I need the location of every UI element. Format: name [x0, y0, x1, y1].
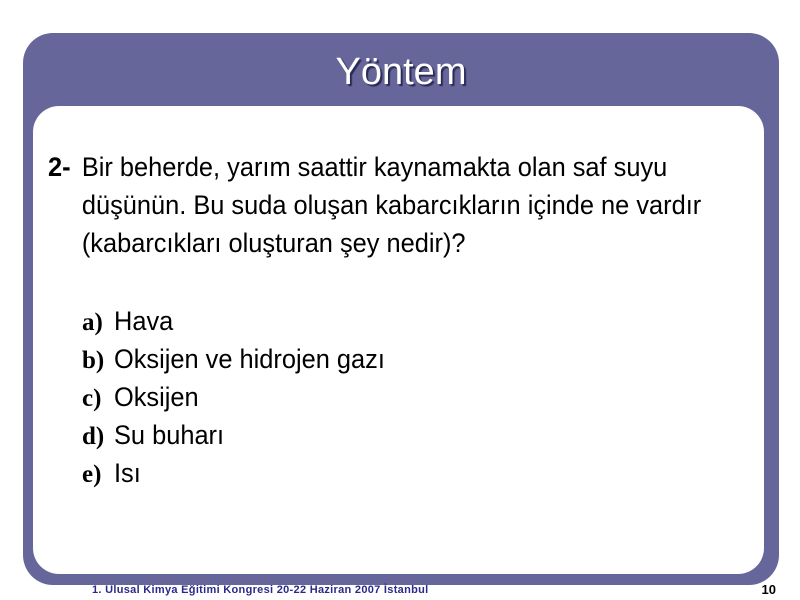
option-c-text: Oksijen — [114, 382, 199, 412]
option-c-letter: c) — [82, 385, 102, 412]
question-line-1: Bir beherde, yarım saattir kaynamakta olan saf suyu — [81, 152, 668, 182]
page-number: 10 — [761, 582, 776, 597]
option-b-letter: b) — [82, 347, 105, 374]
option-d — [82, 416, 231, 454]
option-e-letter: e) — [82, 461, 102, 488]
footer-conference: 1. Ulusal Kimya Eğitimi Kongresi 20-22 Haziran 2007 İstanbul — [92, 584, 429, 596]
option-b-text: Oksijen ve hidrojen gazı — [114, 344, 385, 374]
option-b — [82, 340, 402, 378]
slide-title: Yöntem — [335, 51, 467, 93]
question-line-3: (kabarcıkları oluşturan şey nedir)? — [81, 228, 466, 258]
option-e — [82, 454, 143, 492]
option-d-text: Su buharı — [114, 420, 225, 450]
option-c — [82, 378, 204, 416]
question-number: 2- — [48, 152, 71, 182]
question-line-2: düşünün. Bu suda oluşan kabarcıkların içinde ne vardır — [81, 190, 702, 220]
option-d-letter: d) — [82, 423, 105, 450]
option-a-letter: a) — [82, 309, 103, 336]
option-e-text: Isı — [114, 458, 141, 488]
option-a-text: Hava — [114, 306, 174, 336]
option-a — [82, 302, 177, 340]
